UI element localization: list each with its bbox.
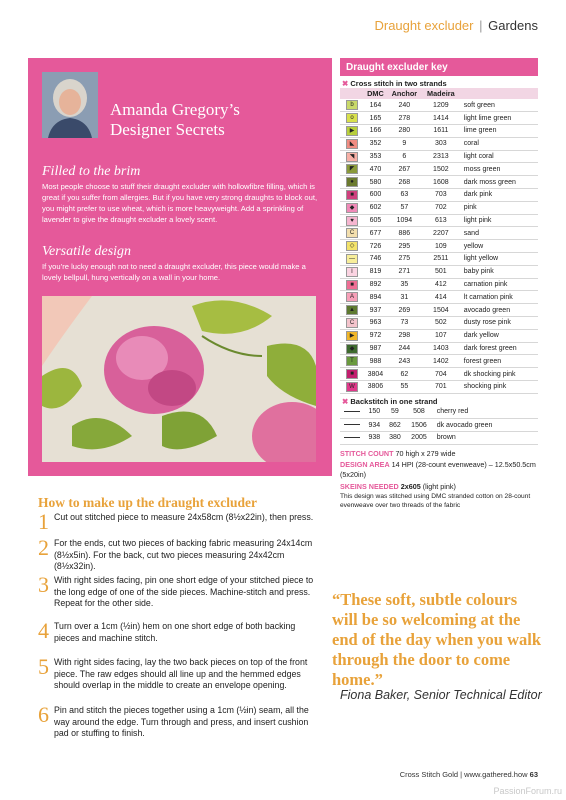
page-number: 63 <box>529 770 538 779</box>
madeira-code: 1611 <box>422 125 460 138</box>
thread-symbol-icon: ♥ <box>346 216 358 226</box>
table-row <box>340 99 538 112</box>
anchor-code: 9 <box>387 137 422 150</box>
step-text: With right sides facing, lay the two back pieces on top of the front piece. The raw edges should all line up and the hemmed edges should overlap in the middle to create an envelope opening. <box>54 657 308 691</box>
dmc-code: 746 <box>364 253 387 266</box>
cross-stitch-heading: ✖ Cross stitch in two strands <box>342 79 447 88</box>
colour-name: cherry red <box>433 406 538 419</box>
section-title: Draught excluder <box>374 18 474 33</box>
dmc-code: 938 <box>364 431 385 444</box>
step-text: Cut out stitched piece to measure 24x58cm (8½x22in), then press. <box>54 512 314 522</box>
cross-icon: ✖ <box>342 79 349 88</box>
tip-text-versatile: If you’re lucky enough not to need a draught excluder, this piece would make a lovely bellpull, hung vertically on a wall in your home. <box>42 262 306 282</box>
thread-symbol-icon: ◇ <box>346 241 358 251</box>
step-number: 3 <box>38 572 49 597</box>
stitched-flower-photo <box>42 296 316 462</box>
thread-symbol-icon: o <box>346 113 358 123</box>
dmc-code: 470 <box>364 163 387 176</box>
quote-attribution: Fiona Baker, Senior Technical Editor <box>340 688 542 702</box>
table-row <box>340 291 538 304</box>
madeira-code: 107 <box>422 329 460 342</box>
madeira-code: 1608 <box>422 176 460 189</box>
madeira-code: 502 <box>422 317 460 330</box>
step-number: 2 <box>38 535 49 560</box>
backstitch-line-icon <box>344 424 360 425</box>
thread-symbol-icon: C <box>346 318 358 328</box>
table-row <box>340 342 538 355</box>
step-text: With right sides facing, pin one short edge of your stitched piece to the long edge of one of the side pieces. Machine-stitch and press. Repeat for the other side. <box>54 575 314 609</box>
table-row <box>340 265 538 278</box>
page-footer: Cross Stitch Gold | www.gathered.how 63 <box>399 770 538 779</box>
colour-name: lime green <box>460 125 538 138</box>
colour-name: lt carnation pink <box>460 291 538 304</box>
anchor-code: 244 <box>387 342 422 355</box>
design-area: DESIGN AREA 14 HPI (28-count evenweave) – 12.5x50.5cm (5x20in) <box>340 460 536 479</box>
anchor-code: 295 <box>387 240 422 253</box>
thread-symbol-icon: C <box>346 228 358 238</box>
portrait-image-icon <box>42 72 98 138</box>
madeira-code: 1403 <box>422 342 460 355</box>
thread-note: This design was stitched using DMC stranded cotton on 28-count evenweave over two threads of the fabric <box>340 493 531 509</box>
colour-name: avocado green <box>460 304 538 317</box>
howto-title: How to make up the draught excluder <box>38 495 257 510</box>
anchor-code: 63 <box>387 189 422 202</box>
colour-name: dark moss green <box>460 176 538 189</box>
table-row <box>340 329 538 342</box>
backstitch-line-icon <box>344 411 360 412</box>
colour-name: light coral <box>460 150 538 163</box>
anchor-code: 298 <box>387 329 422 342</box>
colour-name: moss green <box>460 163 538 176</box>
madeira-code: 303 <box>422 137 460 150</box>
colour-name: dk avocado green <box>433 419 538 432</box>
madeira-code: 109 <box>422 240 460 253</box>
table-row <box>340 150 538 163</box>
tip-heading-filled: Filled to the brim <box>42 164 141 179</box>
madeira-code: 702 <box>422 201 460 214</box>
table-row <box>340 278 538 291</box>
designer-secrets-panel <box>28 58 332 476</box>
madeira-code: 414 <box>422 291 460 304</box>
table-row <box>340 176 538 189</box>
tip-text-filled: Most people choose to stuff their draught excluder with hollowfibre filling, which is great if you suffer from allergies. But if you have very strong draughts to block out, you might prefer to use wheat, which is more heavyweight. Add a sprinkling of lavender to give the draught excluder a lovely scent. <box>42 182 318 224</box>
table-row <box>340 163 538 176</box>
madeira-code: 2207 <box>422 227 460 240</box>
running-head <box>374 18 538 33</box>
table-row <box>340 431 538 444</box>
anchor-code: 268 <box>387 176 422 189</box>
dmc-code: 166 <box>364 125 387 138</box>
howto-steps <box>38 509 318 753</box>
thread-symbol-icon: T <box>346 356 358 366</box>
dmc-code: 605 <box>364 214 387 227</box>
dmc-code: 677 <box>364 227 387 240</box>
cross-stitch-table <box>340 88 538 394</box>
anchor-code: 275 <box>387 253 422 266</box>
anchor-code: 271 <box>387 265 422 278</box>
table-row <box>340 304 538 317</box>
thread-symbol-icon: ◤ <box>346 164 358 174</box>
table-header-row <box>340 88 538 99</box>
dmc-code: 934 <box>364 419 385 432</box>
category-title: Gardens <box>488 18 538 33</box>
thread-symbol-icon: ■ <box>346 190 358 200</box>
thread-symbol-icon: ■ <box>346 369 358 379</box>
key-title: Draught excluder key <box>340 58 538 76</box>
howto-step <box>38 618 318 657</box>
table-row <box>340 368 538 381</box>
step-number: 4 <box>38 618 49 643</box>
dmc-code: 353 <box>364 150 387 163</box>
step-text: Pin and stitch the pieces together using a 1cm (½in) seam, all the way around the edge. Turn through and press, and insert cushion pad or stuffing to finish. <box>54 705 309 739</box>
madeira-code: 1506 <box>405 419 432 432</box>
dmc-code: 352 <box>364 137 387 150</box>
thread-symbol-icon: I <box>346 267 358 277</box>
colour-name: dark pink <box>460 189 538 202</box>
dmc-code: 3806 <box>364 381 387 394</box>
anchor-code: 55 <box>387 381 422 394</box>
howto-step <box>38 535 318 575</box>
thread-symbol-icon: ◆ <box>346 344 358 354</box>
anchor-code: 1094 <box>387 214 422 227</box>
table-row <box>340 355 538 368</box>
anchor-code: 57 <box>387 201 422 214</box>
dmc-code: 819 <box>364 265 387 278</box>
colour-name: dk shocking pink <box>460 368 538 381</box>
dmc-code: 164 <box>364 99 387 112</box>
designer-secrets-title: Amanda Gregory’s Designer Secrets <box>110 100 240 139</box>
madeira-code: 704 <box>422 368 460 381</box>
madeira-code: 613 <box>422 214 460 227</box>
step-number: 5 <box>38 654 49 679</box>
madeira-code: 1414 <box>422 112 460 125</box>
madeira-code: 703 <box>422 189 460 202</box>
dmc-code: 937 <box>364 304 387 317</box>
anchor-code: 243 <box>387 355 422 368</box>
dmc-code: 602 <box>364 201 387 214</box>
table-row <box>340 240 538 253</box>
madeira-code: 701 <box>422 381 460 394</box>
dmc-code: 894 <box>364 291 387 304</box>
anchor-code: 59 <box>385 406 406 419</box>
thread-key <box>340 58 538 512</box>
anchor-code: 280 <box>387 125 422 138</box>
madeira-code: 1502 <box>422 163 460 176</box>
step-number: 1 <box>38 509 49 534</box>
anchor-code: 862 <box>385 419 406 432</box>
thread-symbol-icon: ● <box>346 177 358 187</box>
thread-symbol-icon: b <box>346 100 358 110</box>
anchor-code: 886 <box>387 227 422 240</box>
colour-name: dusty rose pink <box>460 317 538 330</box>
anchor-code: 278 <box>387 112 422 125</box>
colour-name: forest green <box>460 355 538 368</box>
table-row <box>340 406 538 419</box>
header-divider: | <box>479 18 483 33</box>
tip-heading-versatile: Versatile design <box>42 244 132 259</box>
cross-icon: ✖ <box>342 396 349 406</box>
madeira-code: 501 <box>422 265 460 278</box>
step-number: 6 <box>38 702 49 727</box>
thread-symbol-icon: ■ <box>346 280 358 290</box>
madeira-code: 1504 <box>422 304 460 317</box>
colour-name: dark yellow <box>460 329 538 342</box>
table-row <box>340 317 538 330</box>
thread-symbol-icon: ▲ <box>346 305 358 315</box>
backstitch-heading: ✖ Backstitch in one strand <box>342 396 438 406</box>
anchor-code: 380 <box>385 431 406 444</box>
colour-name: light lime green <box>460 112 538 125</box>
madeira-code: 1402 <box>422 355 460 368</box>
table-row <box>340 137 538 150</box>
thread-symbol-icon: ◥ <box>346 152 358 162</box>
table-row <box>340 125 538 138</box>
colour-name: soft green <box>460 99 538 112</box>
colour-name: dark forest green <box>460 342 538 355</box>
colour-name: brown <box>433 431 538 444</box>
stitch-count: STITCH COUNT 70 high x 279 wide <box>340 448 456 458</box>
table-row <box>340 381 538 394</box>
thread-symbol-icon: A <box>346 292 358 302</box>
howto-step <box>38 654 318 705</box>
anchor-code: 62 <box>387 368 422 381</box>
dmc-code: 3804 <box>364 368 387 381</box>
colour-name: light yellow <box>460 253 538 266</box>
hydrangea-image-icon <box>42 296 316 462</box>
anchor-code: 267 <box>387 163 422 176</box>
table-row <box>340 419 538 432</box>
thread-symbol-icon: W <box>346 382 358 392</box>
howto-step <box>38 702 318 753</box>
anchor-code: 240 <box>387 99 422 112</box>
anchor-code: 6 <box>387 150 422 163</box>
howto-step <box>38 509 318 538</box>
madeira-code: 2313 <box>422 150 460 163</box>
col-anchor: Anchor <box>387 88 422 99</box>
colour-name: carnation pink <box>460 278 538 291</box>
dmc-code: 580 <box>364 176 387 189</box>
dmc-code: 892 <box>364 278 387 291</box>
table-row <box>340 112 538 125</box>
colour-name: shocking pink <box>460 381 538 394</box>
table-row <box>340 201 538 214</box>
col-dmc: DMC <box>364 88 387 99</box>
table-row <box>340 189 538 202</box>
backstitch-line-icon <box>344 437 360 438</box>
colour-name: baby pink <box>460 265 538 278</box>
thread-symbol-icon: ◣ <box>346 139 358 149</box>
col-madeira: Madeira <box>422 88 460 99</box>
thread-symbol-icon: ▶ <box>346 331 358 341</box>
colour-name: coral <box>460 137 538 150</box>
designer-portrait <box>42 72 98 138</box>
dmc-code: 150 <box>364 406 385 419</box>
watermark: PassionForum.ru <box>493 786 562 796</box>
thread-symbol-icon: — <box>346 254 358 264</box>
table-row <box>340 227 538 240</box>
dmc-code: 972 <box>364 329 387 342</box>
dmc-code: 987 <box>364 342 387 355</box>
colour-name: pink <box>460 201 538 214</box>
dmc-code: 165 <box>364 112 387 125</box>
backstitch-table <box>340 406 538 445</box>
dmc-code: 600 <box>364 189 387 202</box>
table-row <box>340 253 538 266</box>
madeira-code: 412 <box>422 278 460 291</box>
madeira-code: 2511 <box>422 253 460 266</box>
skeins-needed: SKEINS NEEDED 2x605 (light pink) <box>340 481 456 491</box>
anchor-code: 269 <box>387 304 422 317</box>
dmc-code: 988 <box>364 355 387 368</box>
pull-quote: “These soft, subtle colours will be so welcoming at the end of the day when you walk through the door to come home.” <box>332 590 542 689</box>
anchor-code: 31 <box>387 291 422 304</box>
howto-step <box>38 572 318 621</box>
dmc-code: 963 <box>364 317 387 330</box>
step-text: For the ends, cut two pieces of backing fabric measuring 24x14cm (8½x5in). For the back, cut two pieces measuring 24x42cm (8½x32in). <box>54 538 313 572</box>
thread-symbol-icon: ◆ <box>346 203 358 213</box>
dmc-code: 726 <box>364 240 387 253</box>
thread-symbol-icon: ▶ <box>346 126 358 136</box>
colour-name: light pink <box>460 214 538 227</box>
anchor-code: 35 <box>387 278 422 291</box>
madeira-code: 1209 <box>422 99 460 112</box>
stitch-info <box>340 449 538 511</box>
colour-name: yellow <box>460 240 538 253</box>
anchor-code: 73 <box>387 317 422 330</box>
step-text: Turn over a 1cm (½in) hem on one short edge of both backing pieces and machine stitch. <box>54 621 296 643</box>
table-row <box>340 214 538 227</box>
colour-name: sand <box>460 227 538 240</box>
madeira-code: 2005 <box>405 431 432 444</box>
madeira-code: 508 <box>405 406 432 419</box>
